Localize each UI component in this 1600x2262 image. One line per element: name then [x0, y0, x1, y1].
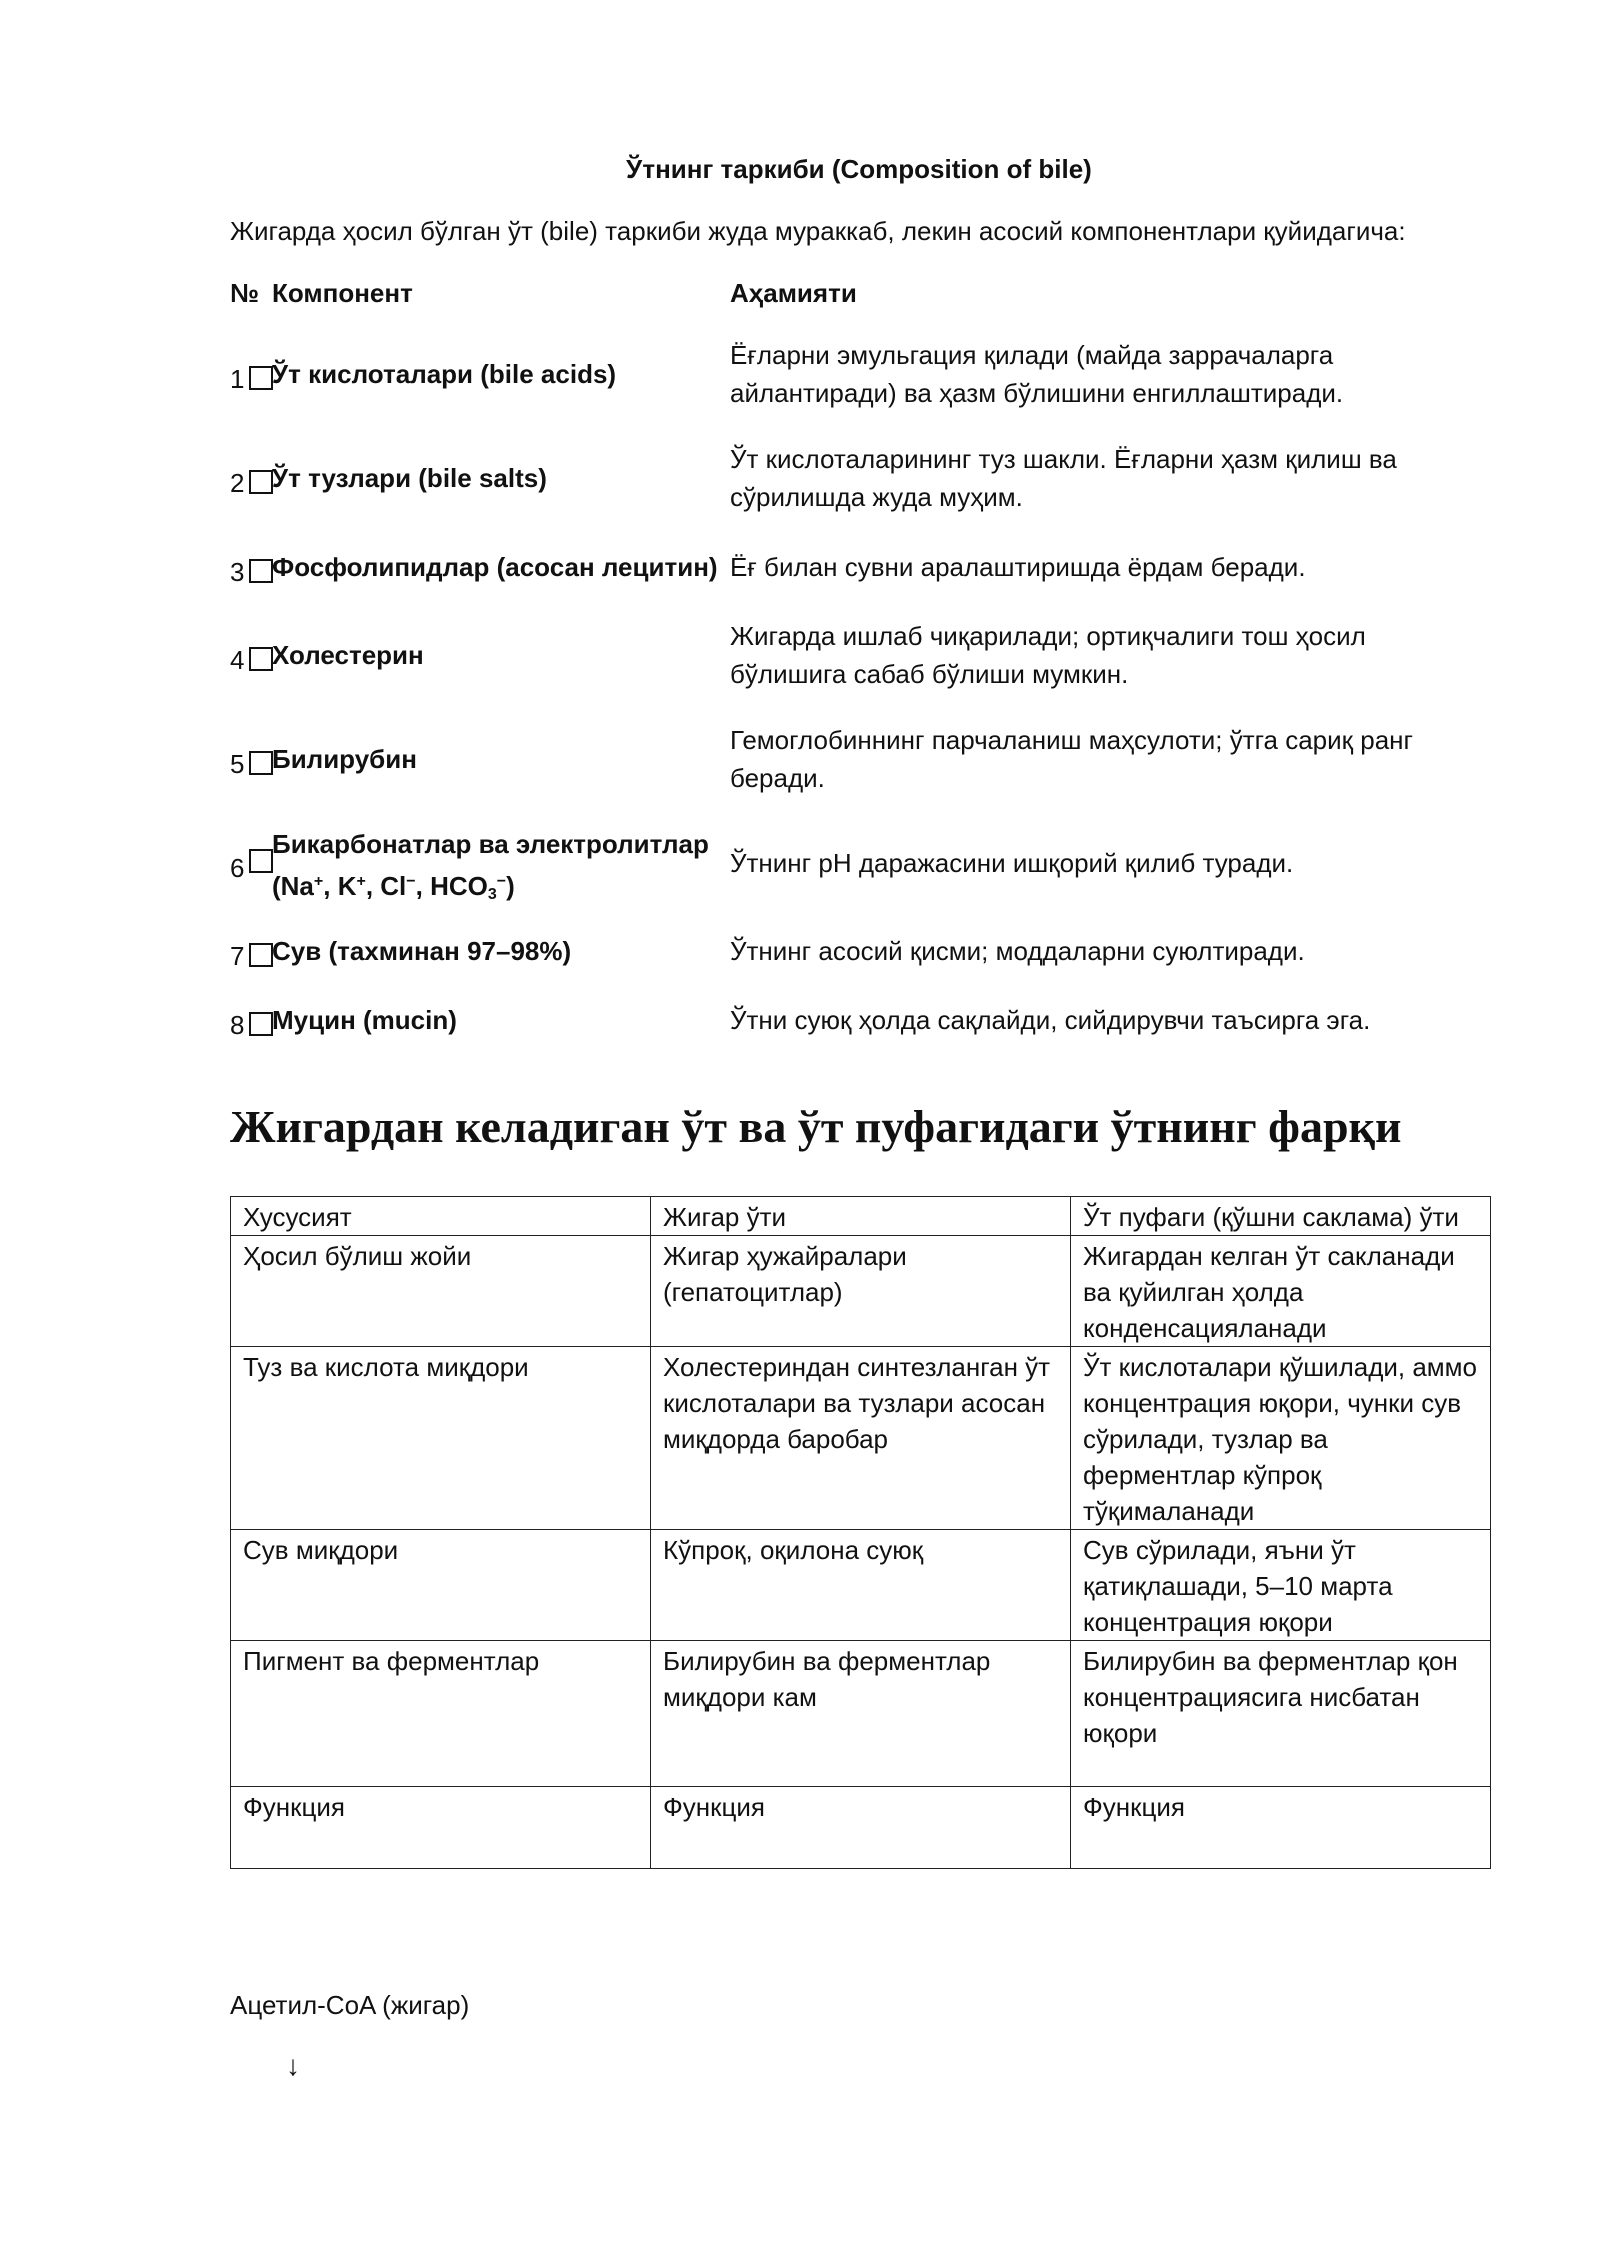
table-cell: Функция	[651, 1787, 1071, 1869]
table-header-cell: Ўт пуфаги (қўшни саклама) ўти	[1071, 1197, 1491, 1236]
component-name: Ўт кислоталари (bile acids)	[272, 359, 617, 389]
component-name: Муцин (mucin)	[272, 1005, 457, 1035]
checkbox-icon	[249, 559, 273, 583]
table-cell: Сув сўрилади, яъни ўт қатиқлашади, 5–10 марта концентрация юқори	[1071, 1530, 1491, 1641]
component-number: 6	[230, 853, 245, 883]
checkbox-icon	[249, 366, 273, 390]
table-cell: Билирубин ва ферментлар қон концентрациясига нисбатан юқори	[1071, 1641, 1491, 1787]
component-description: Ўтнинг асосий қисми; моддаларни суюлтиради.	[730, 936, 1305, 966]
table-header-cell: Хусусият	[231, 1197, 651, 1236]
table-cell: Жигар ҳужайралари (гепатоцитлар)	[651, 1236, 1071, 1347]
table-header-cell: Жигар ўти	[651, 1197, 1071, 1236]
component-name-ions: (Na+, K+, Cl−, $HCO_3^-$)	[272, 871, 515, 903]
component-number: 8	[230, 1010, 245, 1040]
table-cell: Билирубин ва ферментлар миқдори кам	[651, 1641, 1071, 1787]
checkbox-icon	[249, 1012, 273, 1036]
checkbox-icon	[249, 849, 273, 873]
checkbox-icon	[249, 751, 273, 775]
table-cell: Функция	[231, 1787, 651, 1869]
component-description: Ўтни суюқ ҳолда сақлайди, сийдирувчи таъсирга эга.	[730, 1005, 1371, 1035]
checkbox-icon	[249, 647, 273, 671]
checkbox-icon	[249, 943, 273, 967]
component-number: 7	[230, 941, 245, 971]
component-number: 3	[230, 557, 245, 587]
component-name: Фосфолипидлар (асосан лецитин)	[272, 552, 718, 582]
checkbox-icon	[249, 470, 273, 494]
component-number: 2	[230, 468, 245, 498]
component-name: Билирубин	[272, 744, 417, 774]
component-description: Жигарда ишлаб чиқарилади; ортиқчалиги тош ҳосил бўлишига сабаб бўлиши мумкин.	[730, 621, 1366, 689]
table-cell: Функция	[1071, 1787, 1491, 1869]
component-number: 5	[230, 749, 245, 779]
table-cell: Ўт кислоталари қўшилади, аммо концентрация юқори, чунки сув сўрилади, тузлар ва ферментлар кўпроқ тўқималанади	[1071, 1347, 1491, 1530]
table-row	[231, 1236, 1491, 1347]
component-description: Ўтнинг pH даражасини ишқорий қилиб туради.	[730, 848, 1294, 878]
comparison-heading: Жигардан келадиган ўт ва ўт пуфагидаги ўтнинг фарқи	[230, 1101, 1402, 1152]
component-description: Ёғ билан сувни аралаштиришда ёрдам беради.	[730, 552, 1306, 582]
table-cell: Кўпроқ, оқилона суюқ	[651, 1530, 1071, 1641]
table-cell: Холестериндан синтезланган ўт кислоталари ва тузлари асосан миқдорда баробар	[651, 1347, 1071, 1530]
component-name: Сув (тахминан 97–98%)	[272, 936, 572, 966]
table-header-row	[231, 1197, 1491, 1236]
component-description: Ёғларни эмульгация қилади (майда заррачаларга айлантиради) ва ҳазм бўлишини енгиллаштиради.	[730, 340, 1344, 408]
component-number: 4	[230, 645, 245, 675]
table-row	[231, 1530, 1491, 1641]
table-cell: Сув миқдори	[231, 1530, 651, 1641]
table-cell: Жигардан келган ўт сакланади ва қуйилган ҳолда конденсацияланади	[1071, 1236, 1491, 1347]
component-name: Холестерин	[272, 640, 424, 670]
intro-paragraph: Жигарда ҳосил бўлган ўт (bile) таркиби жуда мураккаб, лекин асосий компонентлари қуйидагича:	[230, 216, 1406, 246]
page-title: Ўтнинг таркиби (Composition of bile)	[626, 154, 1092, 184]
table-row	[231, 1347, 1491, 1530]
down-arrow-icon: ↓	[286, 2050, 300, 2081]
table-row	[231, 1641, 1491, 1787]
component-name-line1: Бикарбонатлар ва электролитлар	[272, 829, 709, 859]
pathway-start-text: Ацетил-CoA (жигар)	[230, 1990, 470, 2020]
table-cell: Ҳосил бўлиш жойи	[231, 1236, 651, 1347]
component-name: Ўт тузлари (bile salts)	[272, 463, 547, 493]
component-description: Ўт кислоталарининг туз шакли. Ёғларни ҳазм қилиш ва сўрилишда жуда муҳим.	[730, 444, 1397, 512]
table-row	[231, 1787, 1491, 1869]
component-number: 1	[230, 364, 245, 394]
components-header-component: Компонент	[272, 278, 413, 308]
table-cell: Туз ва кислота миқдори	[231, 1347, 651, 1530]
component-description: Гемоглобиннинг парчаланиш маҳсулоти; ўтга сариқ ранг беради.	[730, 725, 1414, 793]
table-cell: Пигмент ва ферментлар	[231, 1641, 651, 1787]
components-header-num: №	[230, 278, 259, 308]
comparison-table	[230, 1196, 1491, 1869]
components-header-importance: Аҳамияти	[730, 278, 857, 308]
